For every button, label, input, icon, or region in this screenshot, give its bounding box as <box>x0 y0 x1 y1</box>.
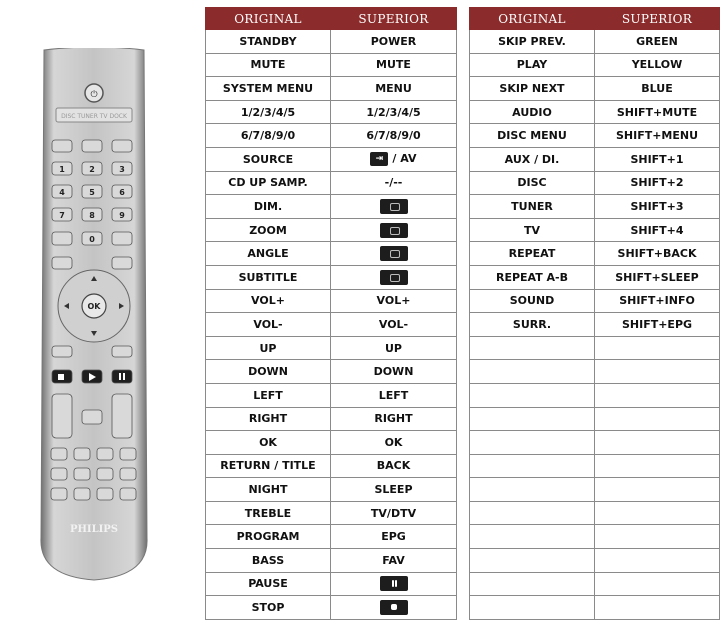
original-cell: SOUND <box>470 289 595 313</box>
original-cell: VOL+ <box>206 289 331 313</box>
table-row <box>470 549 720 573</box>
table-row <box>206 407 457 431</box>
table-row <box>470 289 720 313</box>
superior-cell: SHIFT+1 <box>595 147 720 171</box>
table-row <box>470 265 720 289</box>
table-row <box>206 501 457 525</box>
superior-cell <box>331 572 457 596</box>
superior-cell: LEFT <box>331 383 457 407</box>
original-cell: SKIP NEXT <box>470 77 595 101</box>
table-row <box>206 572 457 596</box>
table-row <box>470 147 720 171</box>
original-cell: ANGLE <box>206 242 331 266</box>
table-row <box>470 242 720 266</box>
table-row <box>206 360 457 384</box>
table-row <box>470 124 720 148</box>
superior-cell: SHIFT+SLEEP <box>595 265 720 289</box>
table-row <box>470 53 720 77</box>
table-row <box>206 336 457 360</box>
original-cell <box>470 572 595 596</box>
original-cell: SURR. <box>470 313 595 337</box>
superior-cell <box>595 478 720 502</box>
superior-cell: BLUE <box>595 77 720 101</box>
superior-cell <box>595 454 720 478</box>
table-row <box>470 336 720 360</box>
table-row <box>470 454 720 478</box>
svg-text:3: 3 <box>119 165 125 174</box>
superior-cell: UP <box>331 336 457 360</box>
original-cell <box>470 454 595 478</box>
superior-cell <box>595 383 720 407</box>
superior-cell: SHIFT+4 <box>595 218 720 242</box>
stop-key-icon <box>380 600 408 615</box>
svg-text:⏻: ⏻ <box>90 90 98 100</box>
table-row <box>206 30 457 54</box>
superior-cell: YELLOW <box>595 53 720 77</box>
original-cell: DISC <box>470 171 595 195</box>
original-cell: OK <box>206 431 331 455</box>
table-row <box>206 549 457 573</box>
svg-text:1: 1 <box>59 165 65 174</box>
table-row <box>206 77 457 101</box>
table-row <box>206 242 457 266</box>
original-cell <box>470 478 595 502</box>
original-cell: STANDBY <box>206 30 331 54</box>
original-cell: STOP <box>206 596 331 620</box>
table-row <box>206 265 457 289</box>
angle-key-icon <box>380 246 408 261</box>
svg-text:6: 6 <box>119 188 125 197</box>
table-row <box>206 218 457 242</box>
superior-cell: VOL- <box>331 313 457 337</box>
superior-cell: GREEN <box>595 30 720 54</box>
superior-cell: ⇥ / AV <box>331 147 457 171</box>
original-cell: REPEAT A-B <box>470 265 595 289</box>
superior-cell: MENU <box>331 77 457 101</box>
superior-cell: 6/7/8/9/0 <box>331 124 457 148</box>
superior-cell <box>595 549 720 573</box>
original-cell: RIGHT <box>206 407 331 431</box>
superior-cell: EPG <box>331 525 457 549</box>
svg-text:4: 4 <box>59 188 65 197</box>
table-row <box>206 525 457 549</box>
original-cell <box>470 596 595 620</box>
pause-key-icon <box>380 576 408 591</box>
table-row <box>206 289 457 313</box>
table-row <box>206 171 457 195</box>
original-cell: LEFT <box>206 383 331 407</box>
superior-cell <box>331 218 457 242</box>
original-cell: AUX / DI. <box>470 147 595 171</box>
table-row <box>470 195 720 219</box>
table-row <box>206 313 457 337</box>
table-row <box>206 53 457 77</box>
superior-cell <box>595 431 720 455</box>
original-cell: 6/7/8/9/0 <box>206 124 331 148</box>
superior-cell: SHIFT+MENU <box>595 124 720 148</box>
superior-cell <box>331 195 457 219</box>
svg-text:7: 7 <box>59 211 65 220</box>
original-cell: SKIP PREV. <box>470 30 595 54</box>
superior-cell <box>595 572 720 596</box>
superior-cell <box>595 360 720 384</box>
zoom-key-icon <box>380 223 408 238</box>
original-cell: DOWN <box>206 360 331 384</box>
superior-cell: MUTE <box>331 53 457 77</box>
superior-cell: TV/DTV <box>331 501 457 525</box>
table-row <box>470 77 720 101</box>
original-cell: TREBLE <box>206 501 331 525</box>
original-cell <box>470 383 595 407</box>
original-cell: AUDIO <box>470 100 595 124</box>
table-row <box>206 195 457 219</box>
table-row <box>470 360 720 384</box>
superior-cell: POWER <box>331 30 457 54</box>
table-row <box>206 124 457 148</box>
original-cell: CD UP SAMP. <box>206 171 331 195</box>
table-row <box>470 171 720 195</box>
original-cell: REPEAT <box>470 242 595 266</box>
superior-cell <box>595 501 720 525</box>
table-row <box>470 383 720 407</box>
header-original: ORIGINAL <box>470 8 595 30</box>
superior-cell: SHIFT+BACK <box>595 242 720 266</box>
original-cell <box>470 336 595 360</box>
original-cell: BASS <box>206 549 331 573</box>
original-cell: DIM. <box>206 195 331 219</box>
superior-cell <box>595 336 720 360</box>
source-key-icon: ⇥ <box>370 152 388 166</box>
header-superior: SUPERIOR <box>595 8 720 30</box>
original-cell: PLAY <box>470 53 595 77</box>
original-cell: NIGHT <box>206 478 331 502</box>
superior-cell <box>595 596 720 620</box>
superior-cell <box>595 407 720 431</box>
superior-cell: SHIFT+MUTE <box>595 100 720 124</box>
original-cell: TUNER <box>470 195 595 219</box>
screen-key-icon <box>380 199 408 214</box>
table-row <box>470 218 720 242</box>
superior-cell: RIGHT <box>331 407 457 431</box>
table-row <box>206 454 457 478</box>
original-cell <box>470 549 595 573</box>
original-cell: RETURN / TITLE <box>206 454 331 478</box>
superior-cell <box>595 525 720 549</box>
superior-cell: BACK <box>331 454 457 478</box>
original-cell: VOL- <box>206 313 331 337</box>
table-row <box>206 147 457 171</box>
superior-cell: DOWN <box>331 360 457 384</box>
superior-cell: OK <box>331 431 457 455</box>
table-row <box>470 313 720 337</box>
svg-text:5: 5 <box>89 188 95 197</box>
superior-cell: SHIFT+2 <box>595 171 720 195</box>
table-row <box>206 383 457 407</box>
original-cell: SUBTITLE <box>206 265 331 289</box>
original-cell: DISC MENU <box>470 124 595 148</box>
table-row <box>470 572 720 596</box>
superior-cell: SHIFT+INFO <box>595 289 720 313</box>
superior-cell: SHIFT+3 <box>595 195 720 219</box>
original-cell: TV <box>470 218 595 242</box>
original-cell <box>470 525 595 549</box>
svg-text:2: 2 <box>89 165 95 174</box>
original-cell: UP <box>206 336 331 360</box>
superior-cell: FAV <box>331 549 457 573</box>
superior-cell: SHIFT+EPG <box>595 313 720 337</box>
table-row <box>206 478 457 502</box>
table-row <box>470 501 720 525</box>
superior-cell <box>331 596 457 620</box>
superior-cell: -/-- <box>331 171 457 195</box>
original-cell: ZOOM <box>206 218 331 242</box>
superior-cell: SLEEP <box>331 478 457 502</box>
table-row <box>470 596 720 620</box>
header-superior: SUPERIOR <box>331 8 457 30</box>
table-row <box>470 100 720 124</box>
mapping-table-left <box>205 7 457 620</box>
svg-text:9: 9 <box>119 211 125 220</box>
original-cell <box>470 407 595 431</box>
table-row <box>470 478 720 502</box>
original-cell <box>470 360 595 384</box>
table-row <box>470 407 720 431</box>
mapping-table-right <box>469 7 720 620</box>
original-cell <box>470 501 595 525</box>
svg-text:8: 8 <box>89 211 95 220</box>
svg-text:OK: OK <box>87 302 101 311</box>
original-cell <box>470 431 595 455</box>
table-row <box>470 525 720 549</box>
table-row <box>206 431 457 455</box>
subtitle-key-icon <box>380 270 408 285</box>
original-cell: PROGRAM <box>206 525 331 549</box>
original-cell: PAUSE <box>206 572 331 596</box>
original-cell: SYSTEM MENU <box>206 77 331 101</box>
table-row <box>470 431 720 455</box>
superior-cell <box>331 242 457 266</box>
remote-control-image <box>38 48 150 582</box>
superior-cell: VOL+ <box>331 289 457 313</box>
superior-cell: 1/2/3/4/5 <box>331 100 457 124</box>
table-row <box>206 100 457 124</box>
original-cell: 1/2/3/4/5 <box>206 100 331 124</box>
brand-logo: PHILIPS <box>69 524 119 535</box>
original-cell: SOURCE <box>206 147 331 171</box>
table-row <box>470 30 720 54</box>
table-row <box>206 596 457 620</box>
remote-display-text: DISC TUNER TV DOCK <box>61 113 127 120</box>
svg-text:0: 0 <box>89 235 95 244</box>
header-original: ORIGINAL <box>206 8 331 30</box>
original-cell: MUTE <box>206 53 331 77</box>
superior-cell <box>331 265 457 289</box>
